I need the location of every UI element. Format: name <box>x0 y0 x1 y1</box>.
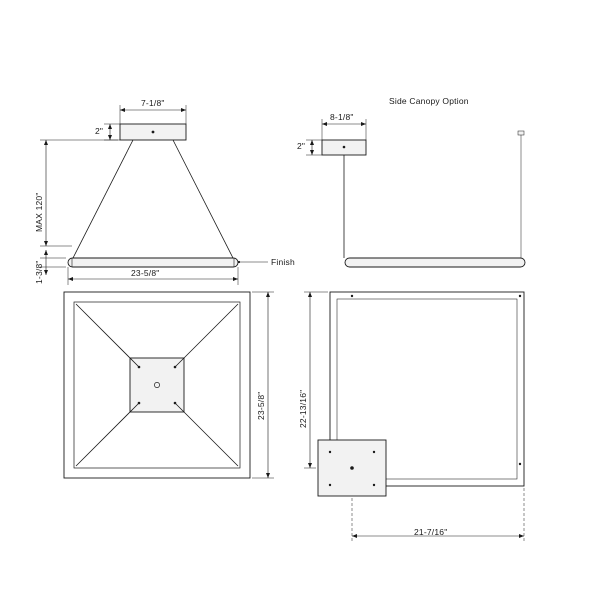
dim-canopy-height-side: 2" <box>297 141 306 151</box>
front-elevation-view <box>40 105 268 285</box>
side-canopy-plan-view <box>304 292 524 542</box>
dim-canopy-width-front: 7-1/8" <box>141 98 165 108</box>
title-side-canopy-option: Side Canopy Option <box>389 96 469 106</box>
dim-plan-width: 23-5/8" <box>256 391 266 420</box>
dim-fixture-width-front: 23-5/8" <box>131 268 160 278</box>
bottom-plan-view <box>64 292 274 478</box>
dim-max-drop: MAX 120" <box>34 192 44 232</box>
side-canopy-elevation-view <box>306 119 525 267</box>
dim-plan-side-height: 22-13/16" <box>298 389 308 428</box>
label-finish: Finish <box>271 257 295 267</box>
dim-canopy-width-side: 8-1/8" <box>330 112 354 122</box>
dim-plan-side-width: 21-7/16" <box>414 527 448 537</box>
dim-canopy-height-front: 2" <box>95 126 104 136</box>
dim-fixture-height: 1-3/8" <box>34 260 44 284</box>
